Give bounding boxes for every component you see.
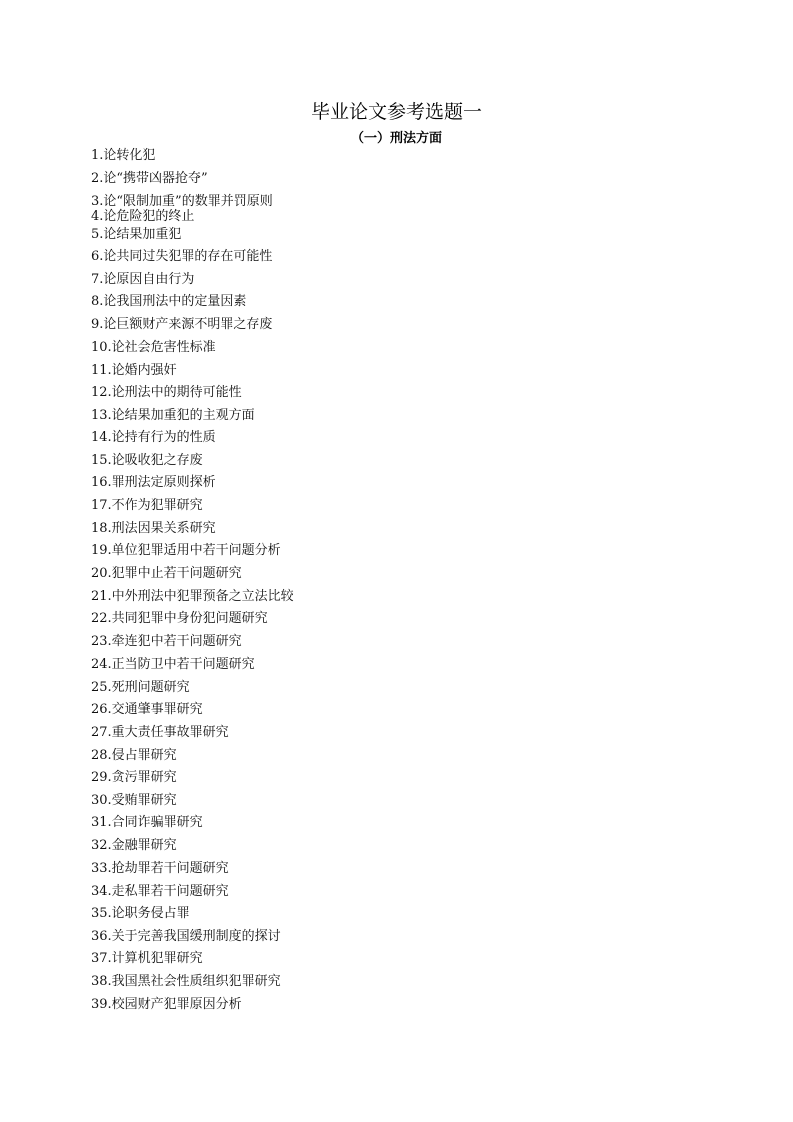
topic-item: 4.论危险犯的终止: [91, 209, 195, 224]
topic-item: 37.计算机犯罪研究: [91, 951, 203, 966]
topic-item: 15.论吸收犯之存废: [91, 453, 203, 468]
topic-item: 23.牵连犯中若干问题研究: [91, 634, 242, 649]
topic-item: 22.共同犯罪中身份犯问题研究: [91, 611, 268, 626]
topic-item: 13.论结果加重犯的主观方面: [91, 408, 255, 423]
topic-item: 31.合同诈骗罪研究: [91, 815, 203, 830]
topic-item: 27.重大责任事故罪研究: [91, 725, 229, 740]
page-title: 毕业论文参考选题一: [310, 101, 482, 123]
topic-item: 38.我国黑社会性质组织犯罪研究: [91, 974, 281, 989]
topic-item: 11.论婚内强奸: [91, 363, 177, 378]
topic-item: 9.论巨额财产来源不明罪之存废: [91, 317, 273, 332]
topic-item: 32.金融罪研究: [91, 838, 177, 853]
topic-item: 29.贪污罪研究: [91, 770, 177, 785]
topic-item: 34.走私罪若干问题研究: [91, 884, 229, 899]
topic-item: 26.交通肇事罪研究: [91, 702, 203, 717]
topic-item: 24.正当防卫中若干问题研究: [91, 657, 255, 672]
topic-item: 3.论“限制加重”的数罪并罚原则: [91, 194, 273, 209]
topic-item: 8.论我国刑法中的定量因素: [91, 294, 247, 309]
topic-item: 35.论职务侵占罪: [91, 906, 190, 921]
section-title: （一）刑法方面: [350, 131, 442, 146]
topic-item: 7.论原因自由行为: [91, 272, 195, 287]
topic-item: 33.抢劫罪若干问题研究: [91, 861, 229, 876]
topic-item: 14.论持有行为的性质: [91, 430, 216, 445]
topic-item: 5.论结果加重犯: [91, 227, 182, 242]
topic-item: 2.论“携带凶器抢夺”: [91, 171, 208, 186]
topic-item: 6.论共同过失犯罪的存在可能性: [91, 249, 273, 264]
topic-item: 1.论转化犯: [91, 148, 156, 163]
topic-item: 20.犯罪中止若干问题研究: [91, 566, 242, 581]
topic-item: 16.罪刑法定原则探析: [91, 475, 216, 490]
topic-item: 10.论社会危害性标准: [91, 340, 216, 355]
topic-item: 36.关于完善我国缓刑制度的探讨: [91, 929, 281, 944]
topic-item: 12.论刑法中的期待可能性: [91, 385, 242, 400]
topic-item: 17.不作为犯罪研究: [91, 498, 203, 513]
topic-item: 19.单位犯罪适用中若干问题分析: [91, 543, 281, 558]
topic-item: 21.中外刑法中犯罪预备之立法比较: [91, 589, 294, 604]
topic-item: 39.校园财产犯罪原因分析: [91, 997, 242, 1012]
topic-item: 30.受贿罪研究: [91, 793, 177, 808]
topic-item: 25.死刑问题研究: [91, 680, 190, 695]
topic-item: 18.刑法因果关系研究: [91, 521, 216, 536]
topic-item: 28.侵占罪研究: [91, 748, 177, 763]
